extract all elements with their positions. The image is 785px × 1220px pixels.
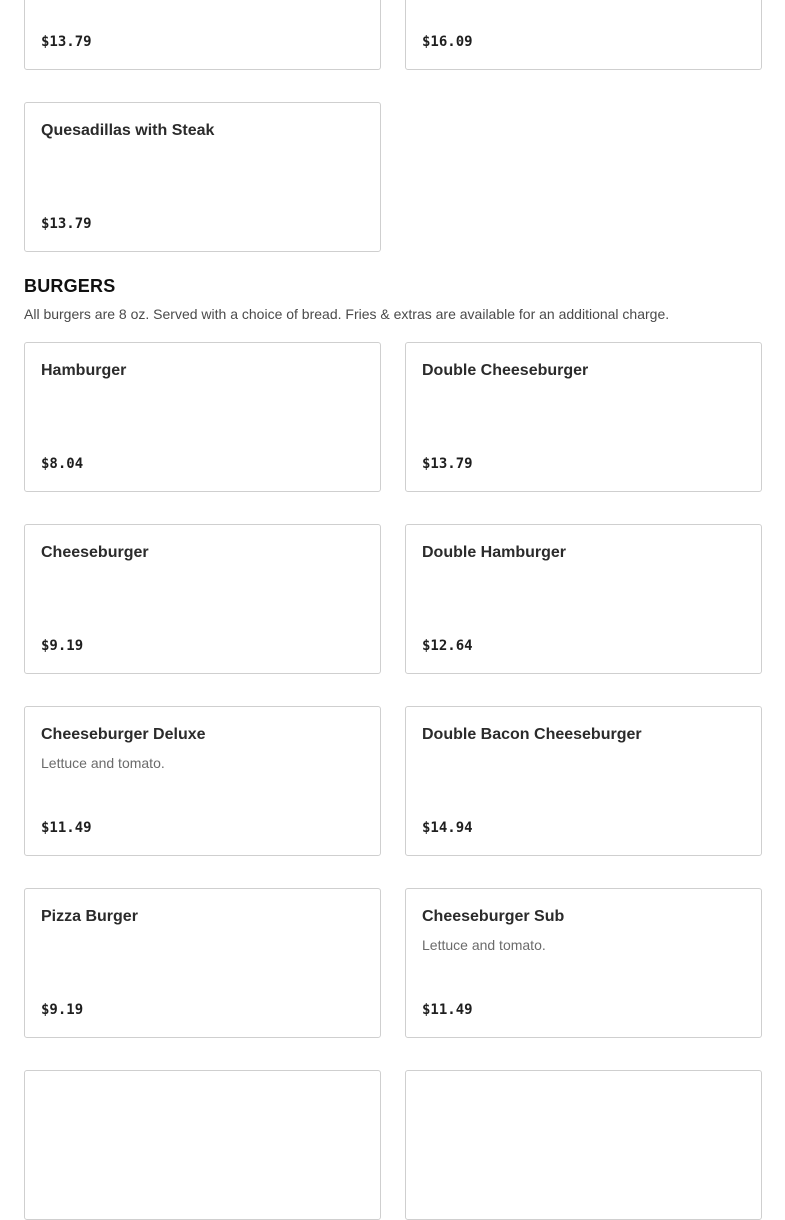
item-name: Hamburger — [41, 362, 127, 379]
item-price: $9.19 — [41, 638, 84, 654]
item-price: $14.94 — [422, 820, 473, 836]
menu-item-card[interactable] — [24, 342, 381, 492]
item-name: Cheeseburger Sub — [422, 908, 565, 925]
menu-item-card[interactable] — [24, 102, 381, 252]
menu-item-card[interactable] — [24, 0, 381, 70]
item-name: Double Cheeseburger — [422, 362, 589, 379]
item-name: Double Bacon Cheeseburger — [422, 726, 642, 743]
item-price: $12.64 — [422, 638, 473, 654]
item-description: Lettuce and tomato. — [422, 937, 546, 953]
item-name: Double Hamburger — [422, 544, 567, 561]
item-price: $11.49 — [422, 1002, 473, 1018]
menu-item-card[interactable] — [24, 706, 381, 856]
item-name: Cheeseburger Deluxe — [41, 726, 206, 743]
item-name: Quesadillas with Steak — [41, 122, 215, 139]
menu-item-card[interactable] — [24, 888, 381, 1038]
item-description: Lettuce and tomato. — [41, 755, 165, 771]
section-description: All burgers are 8 oz. Served with a choice of bread. Fries & extras are available for an additional charge. — [24, 306, 670, 322]
item-name: Pizza Burger — [41, 908, 138, 925]
menu-item-card[interactable] — [24, 1070, 381, 1220]
item-price: $13.79 — [41, 216, 92, 232]
menu-item-card[interactable] — [405, 1070, 762, 1220]
item-price: $11.49 — [41, 820, 92, 836]
menu-item-card[interactable] — [405, 0, 762, 70]
menu-item-card[interactable] — [24, 524, 381, 674]
menu-item-card[interactable] — [405, 524, 762, 674]
item-price: $9.19 — [41, 1002, 84, 1018]
item-name: Cheeseburger — [41, 544, 149, 561]
menu-item-card[interactable] — [405, 888, 762, 1038]
item-price: $16.09 — [422, 34, 473, 50]
item-price: $13.79 — [422, 456, 473, 472]
menu-item-card[interactable] — [405, 706, 762, 856]
menu-item-card[interactable] — [405, 342, 762, 492]
section-title: BURGERS — [24, 276, 116, 296]
item-price: $13.79 — [41, 34, 92, 50]
item-price: $8.04 — [41, 456, 84, 472]
